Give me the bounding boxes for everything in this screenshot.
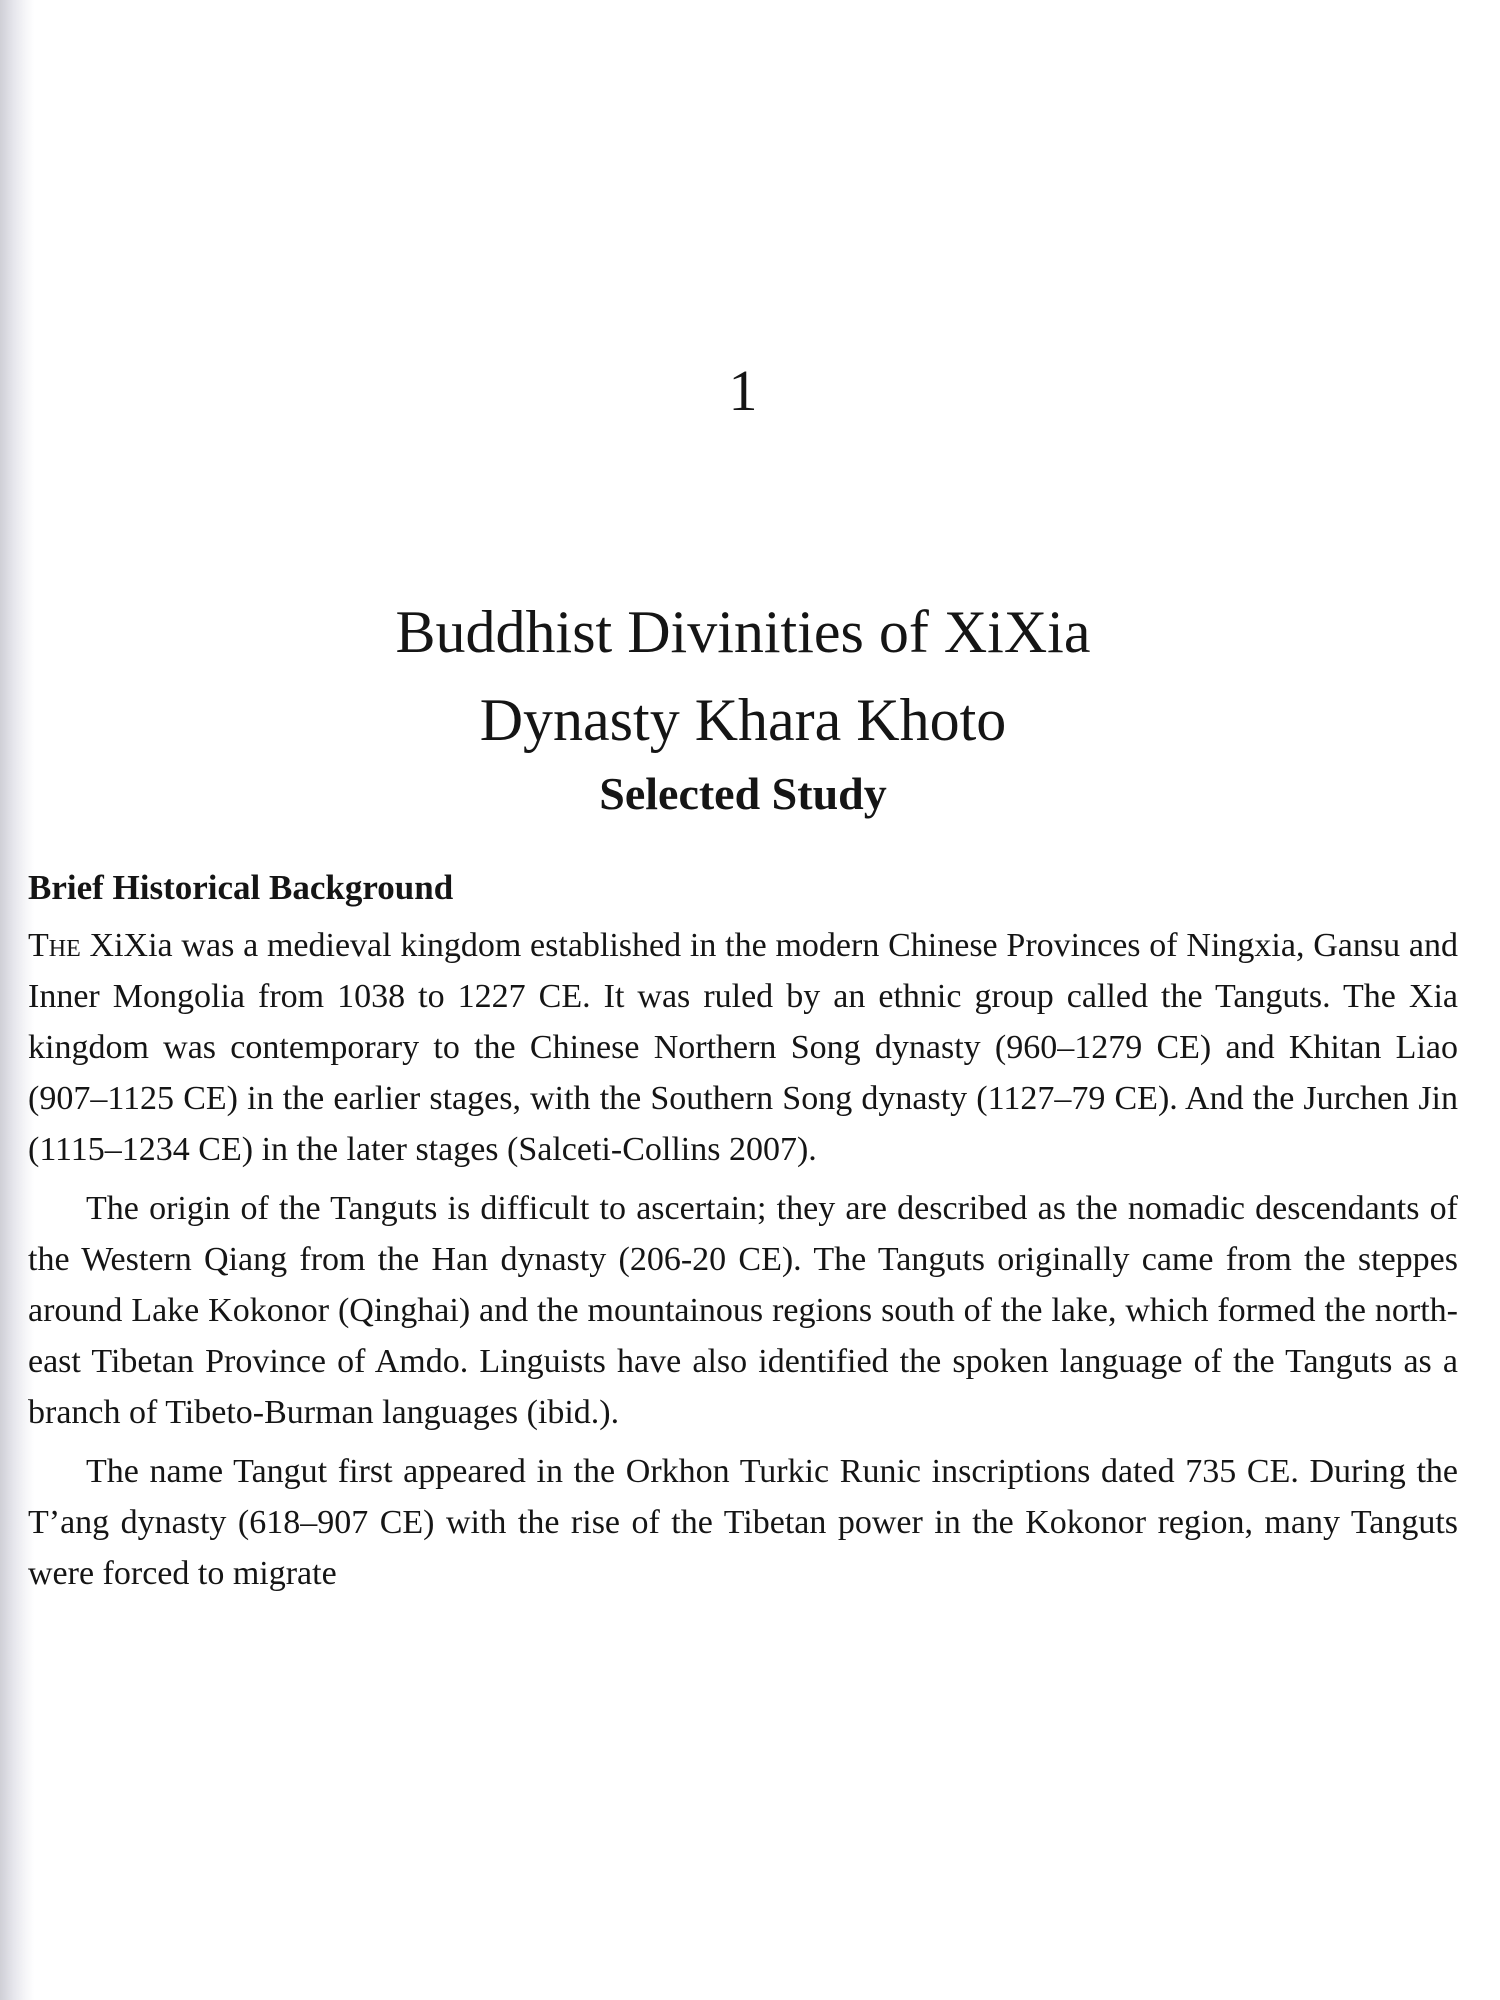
book-page — [28, 0, 1458, 2000]
chapter-title-block — [28, 588, 1458, 824]
chapter-number: 1 — [728, 358, 758, 423]
body-text — [28, 862, 1458, 1607]
chapter-title-line-2: Dynasty Khara Khoto — [479, 687, 1007, 753]
paragraph-2: The origin of the Tanguts is difficult to ascertain; they are described as the nomadic descendants of the Western Qiang from the Han dynasty (206-20 CE). The Tanguts originally came from the steppes around Lake Kokonor (Qinghai) and the mountainous regions south of the lake, which formed the north-east Tibetan Province of Amdo. Linguists have also identified the spoken language of the Tanguts as a branch of Tibeto-Burman languages (ibid.). — [28, 1190, 1458, 1431]
paragraph-1-lead-word: The — [28, 927, 81, 964]
section-heading: Brief Historical Background — [28, 868, 454, 907]
paragraph-3: The name Tangut first appeared in the Orkhon Turkic Runic inscriptions dated 735 CE. During the T’ang dynasty (618–907 CE) with the rise of the Tibetan power in the Kokonor region, many Tanguts were forced to migrate — [28, 1453, 1458, 1592]
chapter-subtitle: Selected Study — [599, 768, 887, 819]
paragraph-1 — [28, 920, 1458, 1175]
chapter-title-line-1: Buddhist Divinities of XiXia — [395, 599, 1091, 665]
paragraph-1-text: XiXia was a medieval kingdom established in the modern Chinese Provinces of Ningxia, Gansu and Inner Mongolia from 1038 to 1227 CE. It was ruled by an ethnic group called the Tanguts. The Xia kingdom was contemporary to the Chinese Northern Song dynasty (960–1279 CE) and Khitan Liao (907–1125 CE) in the earlier stages, with the Southern Song dynasty (1127–79 CE). And the Jurchen Jin (1115–1234 CE) in the later stages (Salceti-Collins 2007). — [28, 927, 1458, 1168]
